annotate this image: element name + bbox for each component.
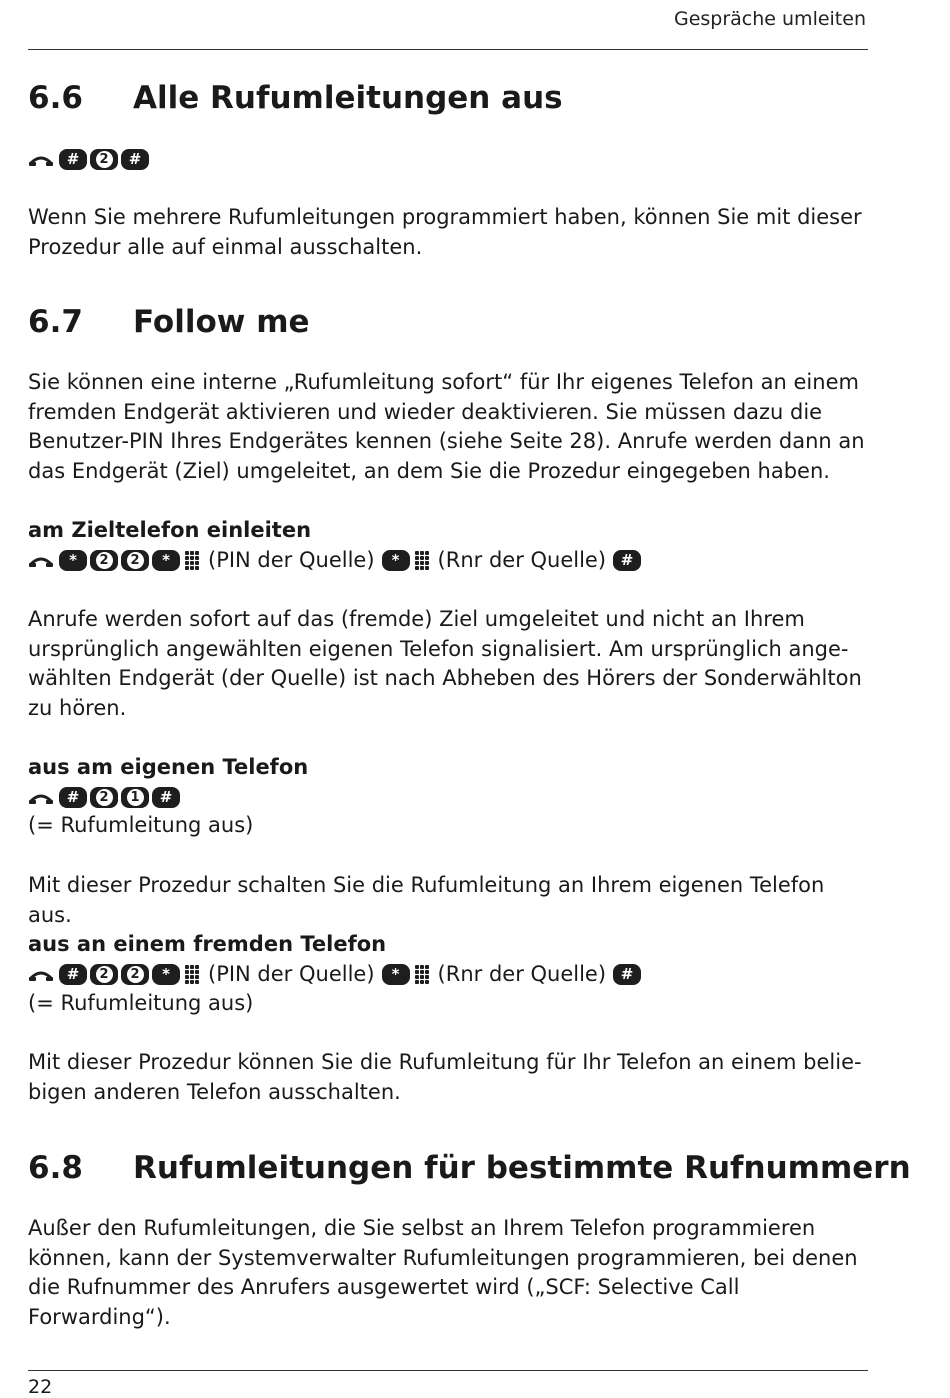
paragraph: Sie können eine interne „Rufumleitung sofort“ für Ihr eigenes Telefon an einem fremden Endgerät aktivieren und wieder deaktivieren. Sie müssen dazu die Benutzer-PIN Ihres Endgerätes kennen (siehe Seite 28). Anrufe werden dann an das Endgerät (Ziel) umgeleitet, an dem Sie die Prozedur eingegeben haben. <box>28 370 865 483</box>
handset-icon <box>28 549 56 571</box>
hash-key: # <box>121 149 149 170</box>
section-number: 6.7 <box>28 304 83 340</box>
section-heading: Alle Rufumleitungen aus <box>133 80 563 116</box>
digit-key: 2 <box>90 149 118 170</box>
pin-text: (PIN der Quelle) <box>208 962 375 986</box>
paragraph: Anrufe werden sofort auf das (fremde) Ziel umgeleitet und nicht an Ihrem ursprünglich angewählten eigenen Telefon signalisiert. Am ursprünglich angewählten Endgerät (der Quelle) ist nach Abheben des Hörers der Sonderwählton zu hören. <box>28 607 862 720</box>
paragraph: Außer den Rufumleitungen, die Sie selbst an Ihrem Telefon programmieren können, kann der Systemverwalter Rufumleitungen programmieren, bei denen die Rufnummer des Anrufers ausgewertet wird („SCF: Selective Call Forwarding“). <box>28 1216 858 1329</box>
section-6-7-title <box>28 304 310 340</box>
paragraph: Mit dieser Prozedur schalten Sie die Rufumleitung an Ihrem eigenen Telefon aus. <box>28 873 825 927</box>
subheading: aus an einem fremden Telefon <box>28 932 387 956</box>
star-key: * <box>382 964 410 985</box>
key-sequence-own-off <box>28 784 180 810</box>
digit-key: 2 <box>90 964 118 985</box>
hash-key: # <box>59 964 87 985</box>
note: (= Rufumleitung aus) <box>28 991 254 1015</box>
key-sequence-activate <box>28 547 641 573</box>
paragraph: Wenn Sie mehrere Rufumleitungen programmiert haben, können Sie mit dieser Prozedur alle auf einmal ausschalten. <box>28 205 862 259</box>
hash-key: # <box>613 550 641 571</box>
keypad-icon <box>185 965 199 984</box>
keypad-icon <box>185 551 199 570</box>
handset-icon <box>28 963 56 985</box>
star-key: * <box>152 964 180 985</box>
section-6-6-title <box>28 80 563 116</box>
section-6-8-title <box>28 1150 911 1186</box>
digit-key: 2 <box>90 550 118 571</box>
key-sequence-foreign-off <box>28 961 641 987</box>
section-number: 6.8 <box>28 1150 83 1186</box>
hash-key: # <box>59 149 87 170</box>
hash-key: # <box>152 787 180 808</box>
page-number: 22 <box>28 1376 53 1398</box>
digit-key: 1 <box>121 787 149 808</box>
keypad-icon <box>415 551 429 570</box>
hash-key: # <box>613 964 641 985</box>
star-key: * <box>382 550 410 571</box>
handset-icon <box>28 786 56 808</box>
running-header: Gespräche umleiten <box>673 8 866 30</box>
star-key: * <box>59 550 87 571</box>
rnr-text: (Rnr der Quelle) <box>437 962 607 986</box>
section-number: 6.6 <box>28 80 83 116</box>
hash-key: # <box>59 787 87 808</box>
paragraph: Mit dieser Prozedur können Sie die Rufumleitung für Ihr Telefon an einem beliebigen anderen Telefon ausschalten. <box>28 1050 862 1104</box>
star-key: * <box>152 550 180 571</box>
subheading: am Zieltelefon einleiten <box>28 518 312 542</box>
pin-text: (PIN der Quelle) <box>208 548 375 572</box>
note: (= Rufumleitung aus) <box>28 813 254 837</box>
section-heading: Rufumleitungen für bestimmte Rufnummern <box>133 1150 911 1186</box>
rnr-text: (Rnr der Quelle) <box>437 548 607 572</box>
footer-rule <box>28 1370 868 1371</box>
keypad-icon <box>415 965 429 984</box>
header-rule <box>28 49 868 50</box>
digit-key: 2 <box>121 550 149 571</box>
key-sequence-6-6 <box>28 146 149 172</box>
digit-key: 2 <box>121 964 149 985</box>
subheading: aus am eigenen Telefon <box>28 755 309 779</box>
handset-icon <box>28 148 56 170</box>
digit-key: 2 <box>90 787 118 808</box>
section-heading: Follow me <box>133 304 310 340</box>
